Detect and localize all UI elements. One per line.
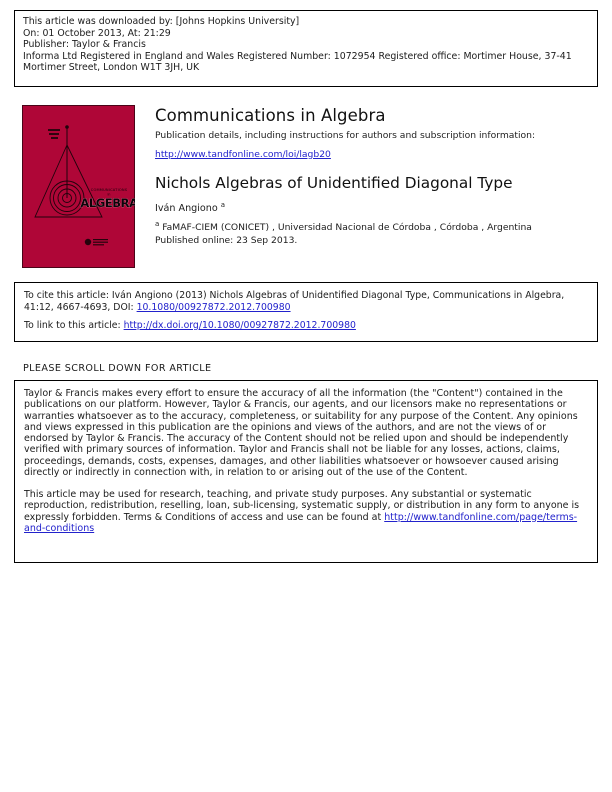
disclaimer-box: [14, 380, 598, 563]
author-name: Iván Angiono: [155, 202, 218, 214]
cover-series-small-label: COMMUNICATIONS: [90, 188, 128, 192]
download-date-line: On: 01 October 2013, At: 21:29: [23, 27, 171, 39]
link-paragraph: [24, 320, 588, 332]
journal-title: Communications in Algebra: [155, 106, 386, 125]
disclaimer-paragraph-2: [24, 489, 588, 534]
journal-homepage-link[interactable]: http://www.tandfonline.com/loi/lagb20: [155, 148, 331, 160]
author-line: [155, 200, 602, 214]
publication-details-text: Publication details, including instructions for authors and subscription information:: [155, 130, 536, 141]
scroll-down-notice: PLEASE SCROLL DOWN FOR ARTICLE: [23, 363, 212, 374]
affiliation-marker: a: [155, 219, 160, 228]
disclaimer-paragraph-1: Taylor & Francis makes every effort to ensure the accuracy of all the information (the "Content") contained in the publications on our platform. However, Taylor & Francis, our agents, and our licensors make no representations or warranties whatsoever as to the accuracy, completeness, or suitability for any purpose of the Content. Any opinions and views expressed in this publication are the opinions and views of the authors, and are not the views of or endorsed by Taylor & Francis. The accuracy of the Content should not be relied upon and should be independently verified with primary sources of information. Taylor and Francis shall not be liable for any losses, actions, claims, proceedings, demands, costs, expenses, damages, and other liabilities whatsoever or howsoever caused arising directly or indirectly in connection with, in relation to or arising out of the use of the Content.: [24, 388, 578, 478]
journal-cover-image: [22, 105, 135, 268]
published-online-line: Published online: 23 Sep 2013.: [155, 234, 298, 246]
cover-artwork: [22, 105, 135, 268]
cite-paragraph: [24, 290, 588, 314]
informa-registration-line: Informa Ltd Registered in England and Wales Registered Number: 1072954 Registered office: Mortimer House, 37-41 Mortimer Street, London W1T 3JH, UK: [23, 50, 572, 74]
downloaded-by-line: This article was downloaded by: [Johns Hopkins University]: [23, 16, 300, 27]
affiliation-text: FaMAF-CIEM (CONICET) , Universidad Nacional de Córdoba , Córdoba , Argentina: [162, 221, 532, 233]
terms-and-conditions-link[interactable]: http://www.tandfonline.com/page/terms-and-conditions: [24, 511, 578, 534]
terms-text: This article may be used for research, teaching, and private study purposes. Any substantial or systematic reproduction, redistribution, reselling, loan, sub-licensing, systematic supply, or distribution in any form to anyone is expressly forbidden. Terms & Conditions of access and use can be found at: [24, 489, 580, 523]
affiliation-line: [155, 219, 602, 233]
link-text: To link to this article:: [24, 319, 124, 331]
cover-series-in-label: in: [107, 192, 111, 197]
citation-box: [14, 282, 598, 342]
cite-text: To cite this article: Iván Angiono (2013) Nichols Algebras of Unidentified Diagonal Type, Communications in Algebra, 41:12, 4667-4693, DOI:: [24, 290, 565, 313]
journal-info-column: [155, 106, 602, 246]
cover-background: [23, 106, 135, 268]
dx-doi-link[interactable]: http://dx.doi.org/10.1080/00927872.2012.700980: [123, 319, 356, 331]
author-affiliation-marker: a: [220, 200, 226, 209]
cover-series-big-label: ALGEBRA: [80, 196, 135, 210]
download-info-box: [14, 10, 598, 87]
article-title: Nichols Algebras of Unidentified Diagonal Type: [155, 173, 513, 192]
doi-link[interactable]: 10.1080/00927872.2012.700980: [136, 301, 291, 313]
publisher-line: Publisher: Taylor & Francis: [23, 39, 146, 51]
